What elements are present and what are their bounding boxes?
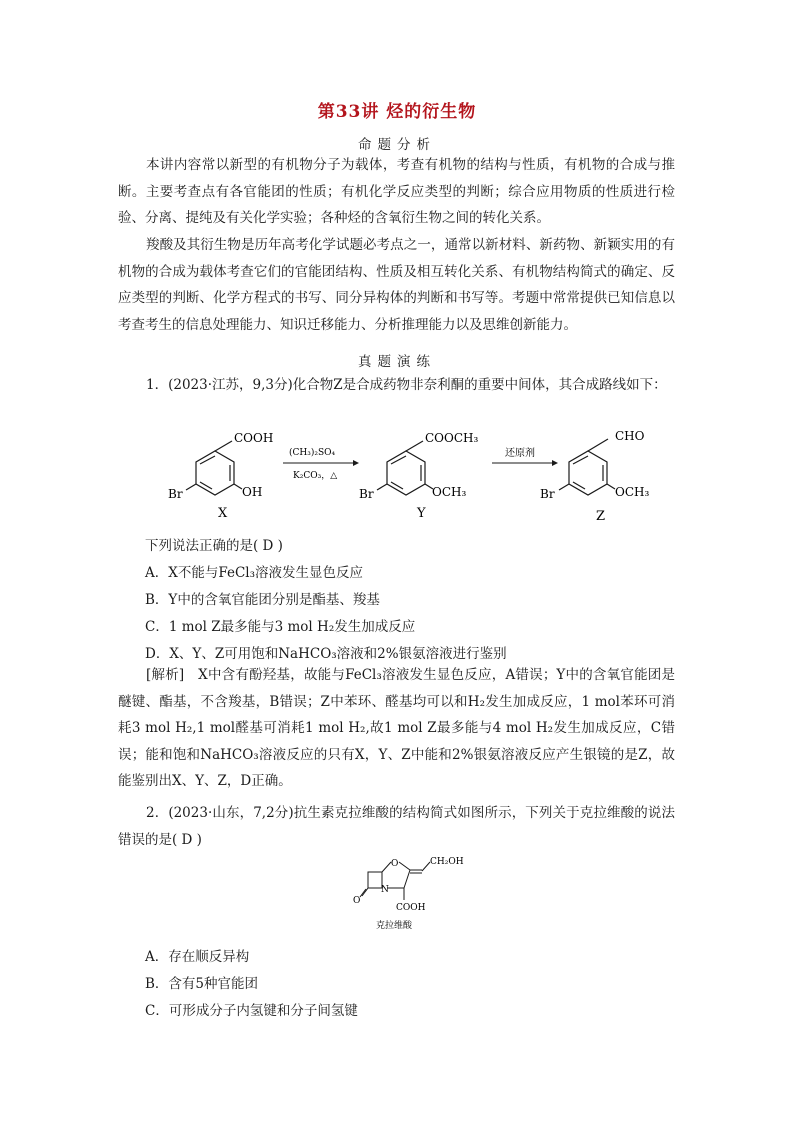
y-br-label: Br — [359, 487, 374, 501]
question-1-option-c: C．1 mol Z最多能与3 mol H₂发生加成反应 — [145, 619, 416, 635]
question-1-option-b: B．Y中的含氧官能团分别是酯基、羧基 — [145, 592, 380, 608]
question-1-option-d: D．X、Y、Z可用饱和NaHCO₃溶液和2%银氨溶液进行鉴别 — [145, 646, 507, 662]
question-1-analysis: [解析] X中含有酚羟基，故能与FeCl₃溶液发生显色反应，A错误；Y中的含氧官能团是醚键、酯基，不含羧基，B错误；Z中苯环、醛基均可以和H₂发生加成反应，1 mol苯环可消耗3 mol H₂,1 mol醛基可消耗1 mol H₂,故1 mol Z最多能与4 mol H₂发生加成反应，C错误；能和饱和NaHCO₃溶液反应的只有X，Y、Z中能和2%银氨溶液反应产生银镜的是Z，故能鉴别出X、Y、Z，D正确。 — [118, 667, 675, 789]
carbonyl-oxygen-label: O — [353, 896, 361, 906]
benzene-ring-x — [186, 441, 242, 495]
compound-z-label: Z — [596, 509, 606, 524]
arrow-head-2 — [552, 460, 558, 466]
section-heading-practice: 真题演练 — [358, 354, 436, 370]
page-title: 第33讲 烃的衍生物 — [317, 102, 477, 122]
question-2-option-c: C．可形成分子内氢键和分子间氢键 — [145, 1003, 358, 1019]
question-2-option-a: A．存在顺反异构 — [145, 949, 250, 965]
question-1-prompt: 下列说法正确的是( D ) — [145, 538, 283, 554]
z-cho-label: CHO — [615, 429, 645, 443]
y-och3-label: OCH₃ — [432, 485, 467, 499]
compound-x-label: X — [218, 506, 228, 521]
compound-y-label: Y — [417, 506, 426, 521]
question-2-option-b: B．含有5种官能团 — [145, 976, 259, 992]
question-1-option-a: A．X不能与FeCl₃溶液发生显色反应 — [145, 565, 364, 581]
arrow-2-reagent: 还原剂 — [505, 448, 535, 459]
z-br-label: Br — [540, 487, 555, 501]
x-oh-label: OH — [242, 485, 263, 499]
reaction-scheme — [160, 425, 680, 525]
question-2-stem: 2．(2023·山东，7,2分)抗生素克拉维酸的结构简式如图所示，下列关于克拉维酸的说法错误的是( D ) — [118, 805, 675, 848]
z-och3-label: OCH₃ — [615, 485, 650, 499]
ch2oh-label: CH₂OH — [430, 857, 464, 867]
cooh-label: COOH — [396, 903, 426, 913]
arrow-head-1 — [353, 460, 359, 466]
benzene-ring-z — [559, 439, 615, 495]
ring-oxygen-label: O — [391, 859, 399, 869]
intro-paragraph-2: 羧酸及其衍生物是历年高考化学试题必考点之一，通常以新材料、新药物、新颖实用的有机物的合成为载体考查它们的官能团结构、性质及相互转化关系、有机物结构简式的确定、反应类型的判断、化学方程式的书写、同分异构体的判断和书写等。考题中常常提供已知信息以考查考生的信息处理能力、知识迁移能力、分析推理能力以及思维创新能力。 — [118, 237, 675, 333]
arrow-1-conditions: K₂CO₃，△ — [293, 471, 338, 481]
x-br-label: Br — [168, 487, 183, 501]
ring-nitrogen-label: N — [381, 885, 389, 895]
x-cooh-label: COOH — [234, 431, 274, 445]
y-cooch3-label: COOCH₃ — [425, 431, 479, 445]
arrow-1-reagent: (CH₃)₂SO₄ — [289, 448, 336, 458]
section-heading-analysis: 命题分析 — [358, 137, 436, 153]
benzene-ring-y — [377, 441, 433, 495]
clavulanic-acid-structure — [350, 852, 480, 938]
intro-paragraph-1: 本讲内容常以新型的有机物分子为载体，考查有机物的结构与性质，有机物的合成与推断。主要考查点有各官能团的性质；有机化学反应类型的判断；综合应用物质的性质进行检验、分离、提纯及有关化学实验；各种烃的含氧衍生物之间的转化关系。 — [118, 157, 675, 226]
question-1-stem: 1．(2023·江苏，9,3分)化合物Z是合成药物非奈利酮的重要中间体，其合成路线如下： — [146, 377, 667, 393]
structure-caption: 克拉维酸 — [376, 921, 413, 931]
